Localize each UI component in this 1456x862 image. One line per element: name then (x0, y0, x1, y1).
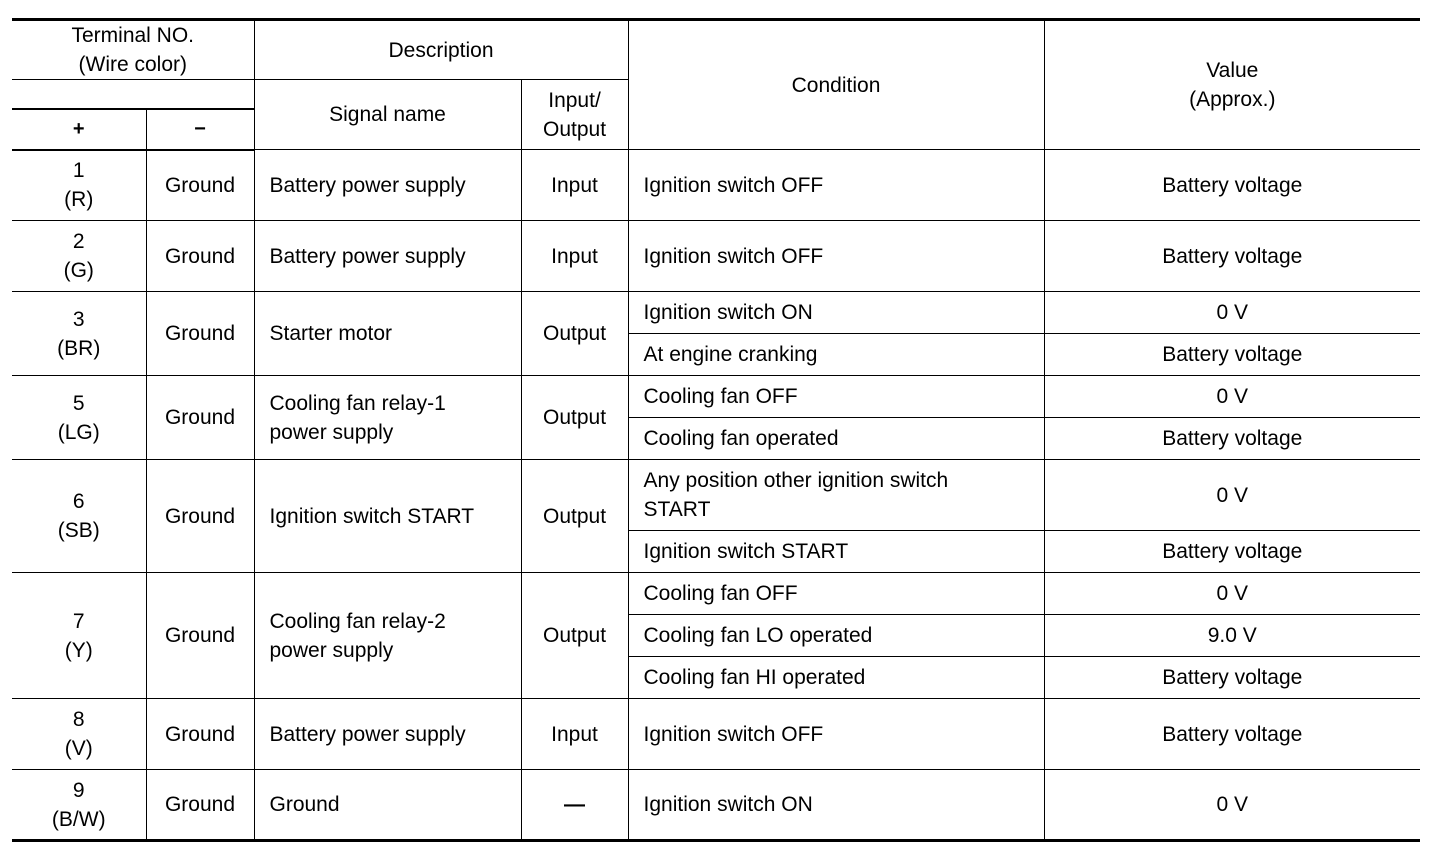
terminal-cell (12, 221, 146, 292)
value-cell: 0 V (1044, 460, 1420, 531)
terminal-number: 2 (72, 230, 85, 253)
minus-terminal-cell: Ground (146, 460, 254, 573)
condition-line: Ignition switch OFF (643, 173, 824, 197)
terminal-cell (12, 770, 146, 841)
signal-name-cell (254, 292, 521, 376)
io-cell: — (521, 770, 628, 841)
signal-name-line: Cooling fan relay-1 (269, 391, 446, 415)
terminal-number: 1 (72, 159, 85, 183)
signal-name-line: Cooling fan relay-2 (269, 609, 446, 633)
io-cell: Output (521, 460, 628, 573)
io-header-line1: Input/ (548, 88, 601, 112)
terminal-number: 9 (72, 778, 85, 802)
condition-cell (628, 418, 1044, 460)
value-header (1044, 20, 1420, 150)
signal-name-cell (254, 699, 521, 770)
value-cell: Battery voltage (1044, 221, 1420, 292)
table-row (12, 292, 1420, 334)
minus-terminal-cell: Ground (146, 150, 254, 221)
table-row (12, 770, 1420, 841)
value-cell: 9.0 V (1044, 615, 1420, 657)
condition-cell (628, 531, 1044, 573)
minus-terminal-cell: Ground (146, 770, 254, 841)
signal-name-header: Signal name (254, 80, 521, 150)
io-cell: Input (521, 699, 628, 770)
value-cell: Battery voltage (1044, 418, 1420, 460)
terminal-cell (12, 699, 146, 770)
table-body (12, 150, 1420, 841)
wire-color: (R) (64, 188, 94, 212)
condition-line: Ignition switch ON (643, 301, 813, 324)
condition-cell (628, 334, 1044, 376)
io-header (521, 80, 628, 150)
condition-cell (628, 770, 1044, 841)
condition-cell (628, 292, 1044, 334)
value-cell: 0 V (1044, 573, 1420, 615)
terminal-header-spacer (12, 80, 254, 109)
condition-line: Ignition switch OFF (643, 244, 824, 268)
terminal-cell (12, 573, 146, 699)
wire-color: (BR) (57, 336, 101, 360)
signal-name-line: Starter motor (269, 322, 393, 345)
plus-header: + (12, 109, 146, 150)
value-cell: 0 V (1044, 292, 1420, 334)
table-row (12, 150, 1420, 221)
minus-terminal-cell: Ground (146, 376, 254, 460)
value-cell: Battery voltage (1044, 657, 1420, 699)
table-header (12, 20, 1420, 150)
value-cell: Battery voltage (1044, 531, 1420, 573)
signal-name-line: Ignition switch START (269, 504, 475, 528)
table-row (12, 376, 1420, 418)
condition-line: Ignition switch ON (643, 793, 813, 816)
wire-color: (B/W) (51, 807, 106, 831)
condition-cell (628, 657, 1044, 699)
condition-cell (628, 699, 1044, 770)
minus-terminal-cell: Ground (146, 221, 254, 292)
io-header-line2: Output (542, 117, 607, 141)
condition-cell (628, 221, 1044, 292)
condition-cell (628, 460, 1044, 531)
signal-name-line: Ground (269, 793, 340, 816)
condition-cell (628, 150, 1044, 221)
condition-line: Cooling fan HI operated (643, 666, 866, 689)
terminal-header-line1: Terminal NO. (71, 24, 195, 47)
terminal-table (12, 18, 1420, 842)
condition-line: Ignition switch START (643, 540, 849, 563)
condition-line: Cooling fan OFF (643, 385, 798, 408)
terminal-header-line2: (Wire color) (78, 53, 187, 76)
signal-name-line: power supply (269, 638, 394, 662)
terminal-cell (12, 376, 146, 460)
terminal-number: 3 (72, 307, 85, 331)
wire-color: (V) (64, 737, 93, 760)
wire-color: (Y) (64, 638, 93, 662)
signal-name-cell (254, 770, 521, 841)
signal-name-cell (254, 150, 521, 221)
value-header-line2: (Approx.) (1189, 88, 1276, 111)
minus-header: − (146, 109, 254, 150)
condition-cell (628, 376, 1044, 418)
signal-name-line: Battery power supply (269, 722, 466, 746)
condition-header: Condition (628, 20, 1044, 150)
io-cell: Output (521, 376, 628, 460)
table-row (12, 460, 1420, 531)
terminal-number: 8 (72, 708, 85, 731)
signal-name-cell (254, 573, 521, 699)
value-cell: Battery voltage (1044, 334, 1420, 376)
terminal-number: 5 (72, 391, 85, 415)
terminal-header (12, 20, 254, 80)
condition-cell (628, 573, 1044, 615)
condition-line: Cooling fan LO operated (643, 624, 873, 647)
minus-terminal-cell: Ground (146, 699, 254, 770)
condition-line: Ignition switch OFF (643, 722, 824, 746)
value-cell: Battery voltage (1044, 699, 1420, 770)
signal-name-line: Battery power supply (269, 173, 466, 197)
terminal-table-container (12, 18, 1420, 842)
condition-line: Cooling fan operated (643, 427, 839, 450)
condition-line: Any position other ignition switch (643, 469, 949, 492)
table-row (12, 221, 1420, 292)
condition-line: START (643, 498, 711, 521)
wire-color: (G) (63, 259, 94, 282)
signal-name-cell (254, 460, 521, 573)
minus-terminal-cell: Ground (146, 292, 254, 376)
value-cell: Battery voltage (1044, 150, 1420, 221)
wire-color: (SB) (57, 519, 100, 542)
terminal-number: 7 (72, 609, 85, 633)
table-row (12, 573, 1420, 615)
value-cell: 0 V (1044, 376, 1420, 418)
minus-terminal-cell: Ground (146, 573, 254, 699)
terminal-cell (12, 150, 146, 221)
signal-name-cell (254, 376, 521, 460)
signal-name-cell (254, 221, 521, 292)
wire-color: (LG) (57, 420, 100, 444)
condition-line: At engine cranking (643, 343, 818, 366)
io-cell: Input (521, 150, 628, 221)
io-cell: Input (521, 221, 628, 292)
signal-name-line: Battery power supply (269, 244, 466, 268)
terminal-cell (12, 292, 146, 376)
io-cell: Output (521, 292, 628, 376)
terminal-number: 6 (72, 490, 85, 513)
terminal-cell (12, 460, 146, 573)
condition-cell (628, 615, 1044, 657)
table-row (12, 699, 1420, 770)
value-header-line1: Value (1206, 59, 1259, 82)
signal-name-line: power supply (269, 420, 394, 444)
value-cell: 0 V (1044, 770, 1420, 841)
condition-line: Cooling fan OFF (643, 582, 798, 605)
io-cell: Output (521, 573, 628, 699)
description-header: Description (254, 20, 628, 80)
